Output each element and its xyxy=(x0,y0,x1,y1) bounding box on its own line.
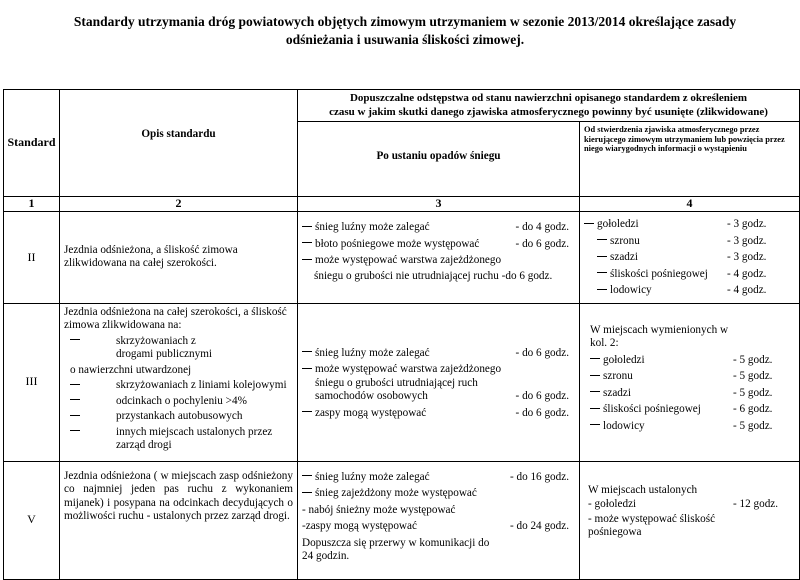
dash-icon xyxy=(597,289,607,290)
header-opis: Opis standardu xyxy=(60,90,298,197)
col4-v: W miejscach ustalonych - gołoledzi - 12 godz. - może występować śliskość pośniegowa xyxy=(580,461,800,579)
standards-table xyxy=(3,89,800,580)
dash-icon xyxy=(302,411,312,412)
dash-icon xyxy=(70,339,80,340)
opis-ii: Jezdnia odśnieżona, a śliskość zimowa zlikwidowana na całej szerokości. xyxy=(60,212,298,304)
dash-icon xyxy=(70,399,80,400)
col3-v: śnieg luźny może zalegać - do 16 godz. śnieg zajeżdżony może występować - nabój śnieżny może występować -zaspy mogą występować - do 24 godz. Dopuszcza się przerwy w komunikacji do 24 godzin. xyxy=(298,461,580,579)
dash-icon xyxy=(590,408,600,409)
dash-icon xyxy=(70,384,80,385)
dash-icon xyxy=(302,351,312,352)
standard-ii: II xyxy=(4,212,60,304)
dash-icon xyxy=(302,475,312,476)
col-number-1: 1 xyxy=(4,197,60,212)
title-line-1: Standardy utrzymania dróg powiatowych objętych zimowym utrzymaniem w sezonie 2013/2014 określające zasady xyxy=(73,14,737,29)
dash-icon xyxy=(590,375,600,376)
title-line-2: odśnieżania i usuwania śliskości zimowej. xyxy=(285,32,525,47)
dash-icon xyxy=(590,358,600,359)
table-row xyxy=(4,303,800,461)
table-row xyxy=(4,212,800,304)
header-po-ustaniu: Po ustaniu opadów śniegu xyxy=(298,122,580,197)
dash-icon xyxy=(584,223,594,224)
dash-icon xyxy=(597,256,607,257)
opis-iii: Jezdnia odśnieżona na całej szerokości, a śliskość zimowa zlikwidowana na: skrzyżowaniach z drogami publicznymi o nawierzchni utwardzonej skrzyżowaniach z liniami kolejowymi odcinkach o pochyleniu >4% przystankach autobusowych innych miejscach ustalonych przez zarząd drogi xyxy=(60,303,298,461)
dash-icon xyxy=(597,239,607,240)
dash-icon xyxy=(302,259,312,260)
standard-v: V xyxy=(4,461,60,579)
col3-ii: śnieg luźny może zalegać - do 4 godz. błoto pośniegowe może występować - do 6 godz. może występować warstwa zajeżdżonego śniegu o grubości nie utrudniającej ruchu -do 6 godz. xyxy=(298,212,580,304)
header-standard: Standard xyxy=(4,90,60,197)
dash-icon xyxy=(70,415,80,416)
col-number-2: 2 xyxy=(60,197,298,212)
col4-ii: gołoledzi - 3 godz. szronu - 3 godz. szadzi - 3 godz. śliskości pośniegowej - 4 godz. lodowicy - 4 godz. xyxy=(580,212,800,304)
dash-icon xyxy=(70,430,80,431)
dash-icon xyxy=(302,368,312,403)
dash-icon xyxy=(590,424,600,425)
header-dopuszczalne-line1: Dopuszczalne odstępstwa od stanu nawierzchni opisanego standardem z określeniem xyxy=(349,92,748,104)
col-number-3: 3 xyxy=(298,197,580,212)
header-od-stwierdzenia: Od stwierdzenia zjawiska atmosferycznego przez kierującego zimowym utrzymaniem lub powzięcia przez niego wiarygodnych informacji o wystąpieniu xyxy=(580,122,800,197)
dash-icon xyxy=(302,242,312,243)
standard-iii: III xyxy=(4,303,60,461)
dash-icon xyxy=(302,226,312,227)
dash-icon xyxy=(302,492,312,493)
table-row xyxy=(4,461,800,579)
header-dopuszczalne-line2: czasu w jakim skutki danego zjawiska atmosferycznego powinny być usunięte (zlikwidowane) xyxy=(329,105,768,118)
header-dopuszczalne xyxy=(298,90,800,122)
dash-icon xyxy=(590,391,600,392)
opis-v: Jezdnia odśnieżona ( w miejscach zasp odśnieżony co najmniej jeden pas ruchu z wykonaniem mijanek) i posypana na odcinkach decydujących o możliwości ruchu - ustalonych przez zarząd drogi. xyxy=(60,461,298,579)
document-title xyxy=(20,13,790,49)
col-number-4: 4 xyxy=(580,197,800,212)
col3-iii: śnieg luźny może zalegać - do 6 godz. może występować warstwa zajeżdżonego śniegu o grubości utrudniającej ruch samochodów osobowych - do 6 godz. zaspy mogą występować - do 6 godz. xyxy=(298,303,580,461)
col4-iii: W miejscach wymienionych w kol. 2: gołoledzi - 5 godz. szronu - 5 godz. szadzi - 5 godz. śliskości pośniegowej - 6 godz. lodowicy - 5 godz. xyxy=(580,303,800,461)
dash-icon xyxy=(597,272,607,273)
